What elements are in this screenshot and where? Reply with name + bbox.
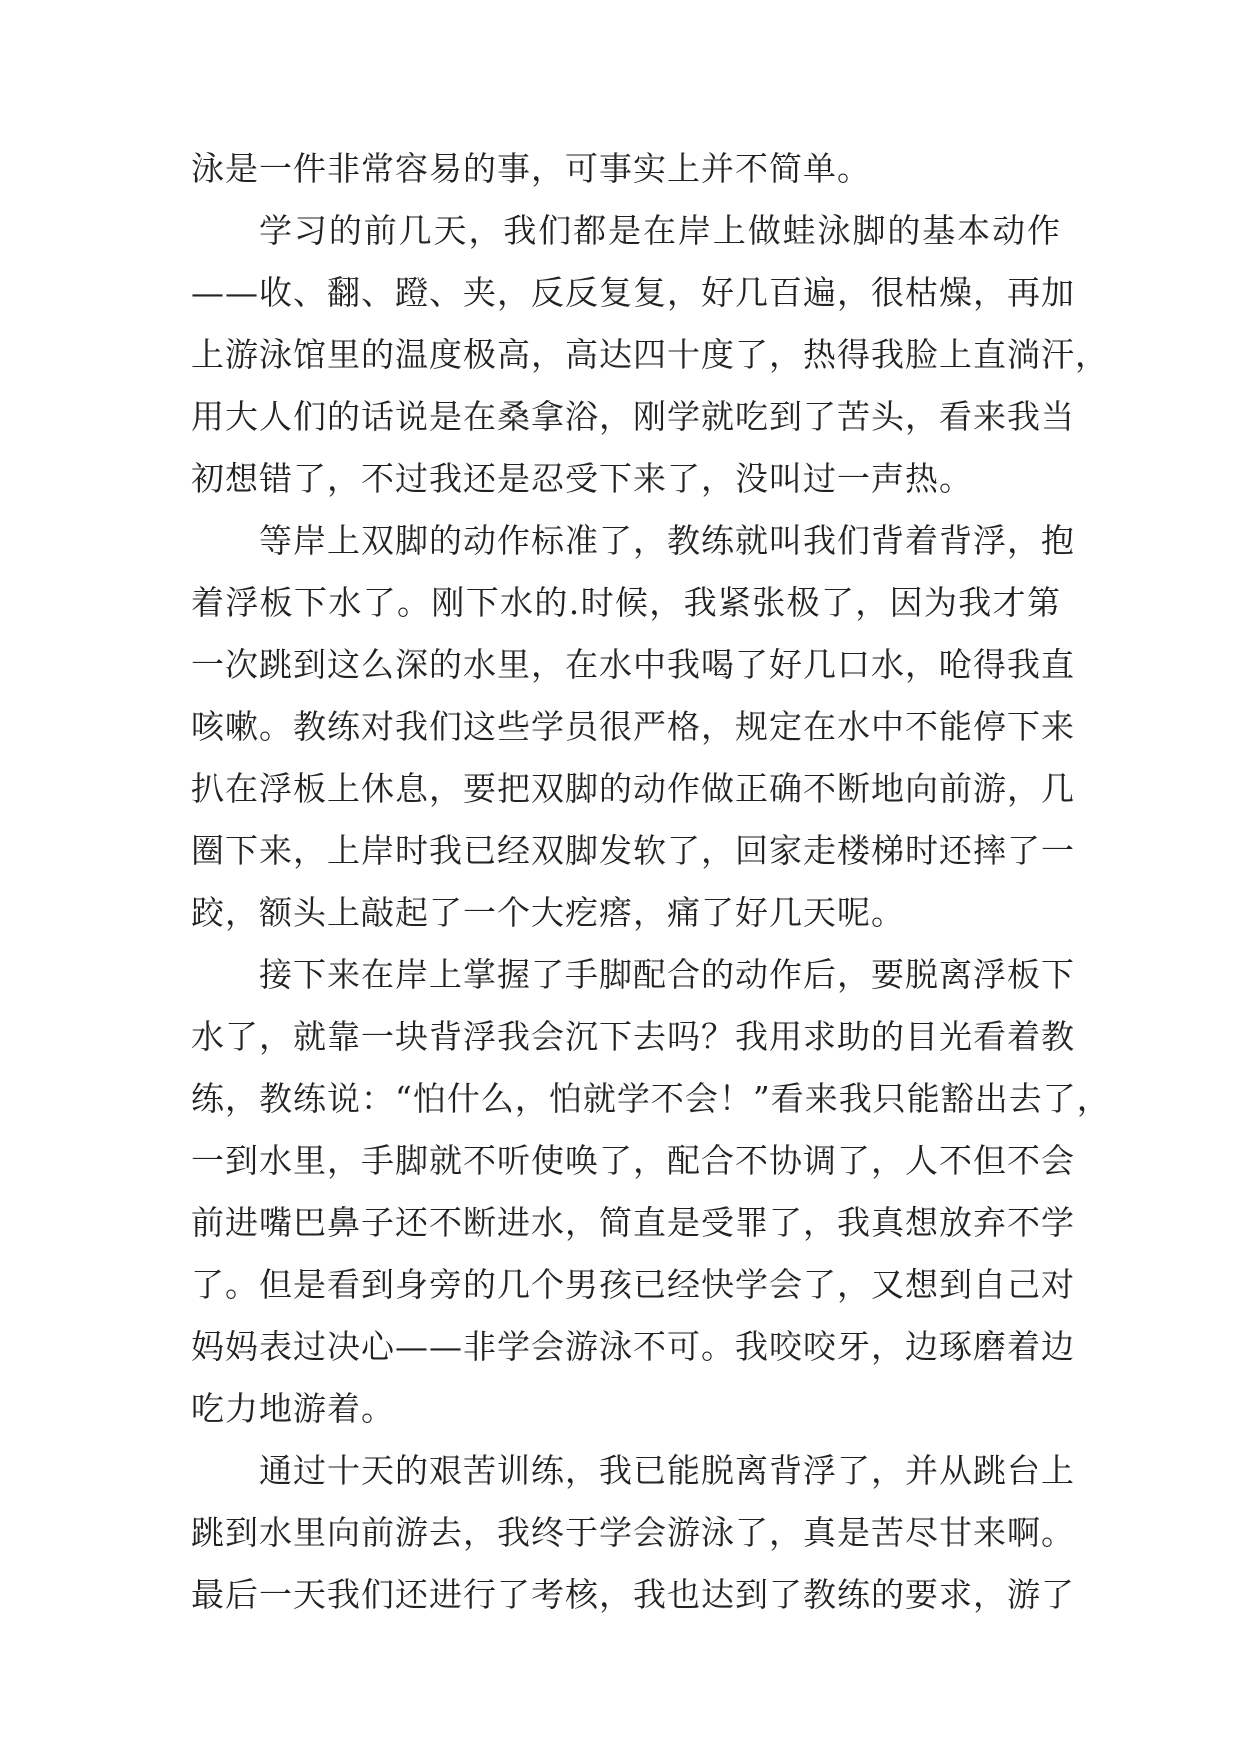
text-line: 最后一天我们还进行了考核，我也达到了教练的要求，游了 [191, 1575, 1075, 1614]
text-line: 上游泳馆里的温度极高，高达四十度了，热得我脸上直淌汗， [191, 335, 1109, 374]
text-line: 水了，就靠一块背浮我会沉下去吗？我用求助的目光看着教 [191, 1017, 1075, 1056]
text-line: 一到水里，手脚就不听使唤了，配合不协调了，人不但不会 [191, 1141, 1075, 1180]
text-line: 学习的前几天，我们都是在岸上做蛙泳脚的基本动作 [259, 211, 1061, 250]
text-line: 等岸上双脚的动作标准了，教练就叫我们背着背浮，抱 [259, 521, 1075, 560]
text-line: 通过十天的艰苦训练，我已能脱离背浮了，并从跳台上 [259, 1451, 1075, 1490]
text-line: 一次跳到这么深的水里，在水中我喝了好几口水，呛得我直 [191, 645, 1075, 684]
text-line: 初想错了，不过我还是忍受下来了，没叫过一声热。 [191, 459, 973, 498]
text-line: 了。但是看到身旁的几个男孩已经快学会了，又想到自己对 [191, 1265, 1075, 1304]
text-line: ——收、翻、蹬、夹，反反复复，好几百遍，很枯燥，再加 [191, 273, 1075, 312]
text-line: 圈下来，上岸时我已经双脚发软了，回家走楼梯时还摔了一 [191, 831, 1075, 870]
text-line: 妈妈表过决心——非学会游泳不可。我咬咬牙，边琢磨着边 [191, 1327, 1075, 1366]
text-line: 练，教练说：“怕什么，怕就学不会！”看来我只能豁出去了， [191, 1079, 1111, 1118]
text-line: 扒在浮板上休息，要把双脚的动作做正确不断地向前游，几 [191, 769, 1075, 808]
text-line: 吃力地游着。 [191, 1389, 395, 1428]
document-body [191, 138, 1111, 1626]
text-line: 着浮板下水了。刚下水的.时候，我紧张极了，因为我才第 [191, 583, 1061, 622]
text-line: 跤，额头上敲起了一个大疙瘩，痛了好几天呢。 [191, 893, 905, 932]
text-line: 前进嘴巴鼻子还不断进水，简直是受罪了，我真想放弃不学 [191, 1203, 1075, 1242]
text-line: 泳是一件非常容易的事，可事实上并不简单。 [191, 149, 871, 188]
text-line: 用大人们的话说是在桑拿浴，刚学就吃到了苦头，看来我当 [191, 397, 1075, 436]
text-line: 接下来在岸上掌握了手脚配合的动作后，要脱离浮板下 [259, 955, 1075, 994]
text-line: 跳到水里向前游去，我终于学会游泳了，真是苦尽甘来啊。 [191, 1513, 1075, 1552]
text-line: 咳嗽。教练对我们这些学员很严格，规定在水中不能停下来 [191, 707, 1075, 746]
